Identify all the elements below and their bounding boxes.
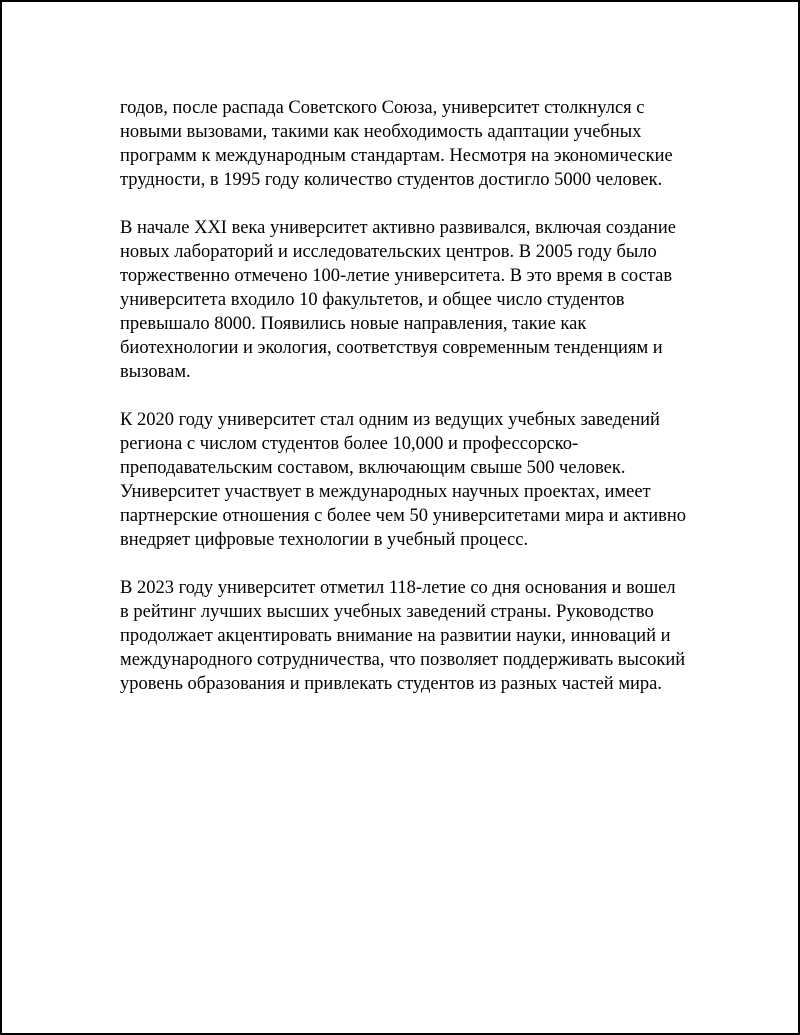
paragraph-2020: К 2020 году университет стал одним из ведущих учебных заведений региона с числом студентов более 10,000 и профессорско- преподавательским составом, включающим свыше 500 человек. Университет участвует в международных научных проектах, имеет партнерские отношения с более чем 50 университетами мира и активно внедряет цифровые технологии в учебный процесс. xyxy=(120,410,686,550)
paragraph-21st-century: В начале XXI века университет активно развивался, включая создание новых лабораторий и исследовательских центров. В 2005 году было торжественно отмечено 100-летие университета. В это время в состав университета входило 10 факультетов, и общее число студентов превышало 8000. Появились новые направления, такие как биотехнологии и экология, соответствуя современным тенденциям и вызовам. xyxy=(120,218,676,382)
document-body xyxy=(120,96,700,720)
paragraph-2023: В 2023 году университет отметил 118-летие со дня основания и вошел в рейтинг лучших высших учебных заведений страны. Руководство продолжает акцентировать внимание на развитии науки, инноваций и международного сотрудничества, что позволяет поддерживать высокий уровень образования и привлекать студентов из разных частей мира. xyxy=(120,578,686,694)
paragraph-1990s: годов, после распада Советского Союза, университет столкнулся с новыми вызовами, такими как необходимость адаптации учебных программ к международным стандартам. Несмотря на экономические трудности, в 1995 году количество студентов достигло 5000 человек. xyxy=(120,98,673,190)
